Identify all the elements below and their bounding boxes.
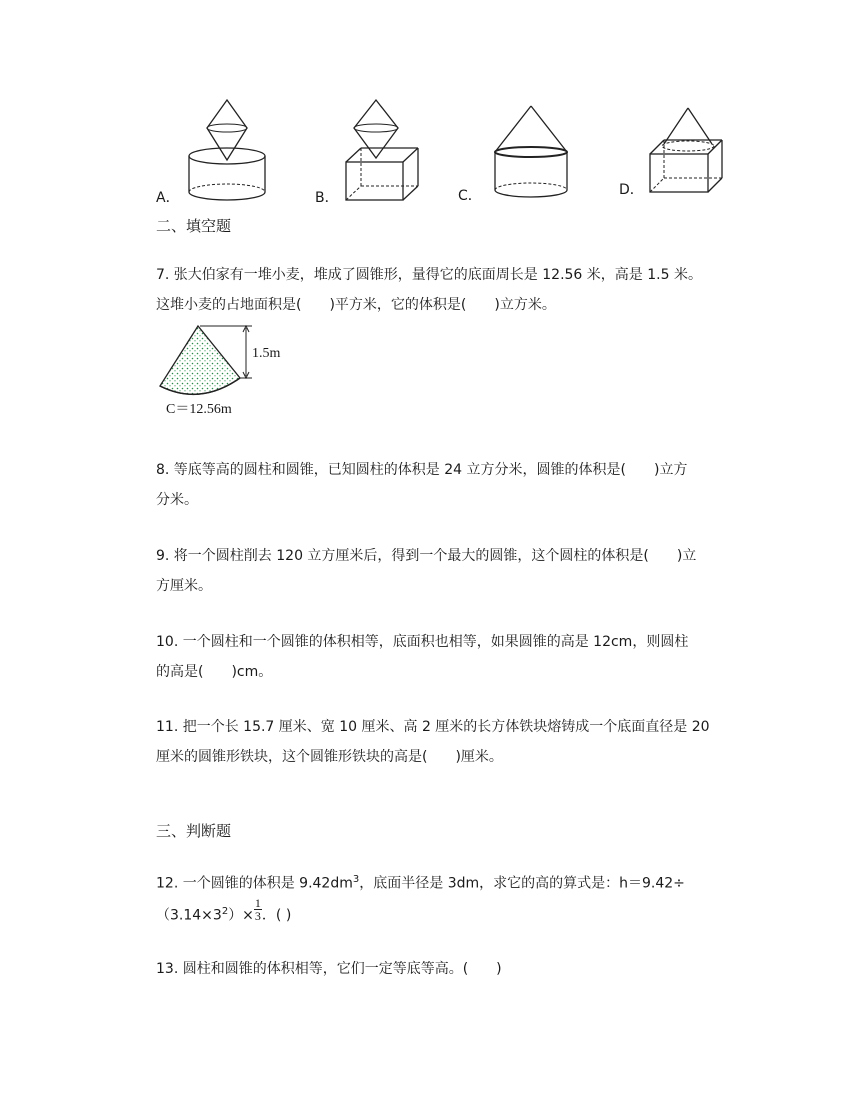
q10-line2: 的高是( )cm。 bbox=[156, 664, 273, 680]
section-title-fill-blank: 二、填空题 bbox=[156, 217, 232, 235]
q7-line1: 7. 张大伯家有一堆小麦，堆成了圆锥形，量得它的底面周长是 12.56 米，高是 1.5 米。 bbox=[156, 267, 702, 283]
option-d-figure bbox=[648, 106, 728, 198]
q12-text-c: （3.14×3 bbox=[156, 907, 222, 924]
q7-figure-height-label: 1.5m bbox=[252, 346, 281, 361]
q7-line2: 这堆小麦的占地面积是( )平方米，它的体积是( )立方米。 bbox=[156, 297, 556, 313]
q12-sup2: 2 bbox=[221, 906, 229, 917]
q7-figure-circumference-label: C＝12.56m bbox=[166, 402, 232, 417]
q13-line1: 13. 圆柱和圆锥的体积相等，它们一定等底等高。( ) bbox=[156, 961, 502, 977]
option-b-label[interactable]: B． bbox=[315, 190, 339, 206]
option-b-figure bbox=[343, 98, 423, 204]
q9-line2: 方厘米。 bbox=[156, 578, 212, 594]
q11-line2: 厘米的圆锥形铁块，这个圆锥形铁块的高是( )厘米。 bbox=[156, 749, 503, 765]
option-c-label[interactable]: C． bbox=[458, 188, 482, 204]
q12-fraction bbox=[254, 897, 262, 922]
q12-line1 bbox=[156, 870, 685, 894]
q12-fraction-numerator: 1 bbox=[254, 896, 261, 911]
q12-fraction-denominator: 3 bbox=[254, 909, 261, 924]
q12-text-a: 12. 一个圆锥的体积是 9.42dm bbox=[156, 875, 353, 892]
q12-sup3: 3 bbox=[352, 874, 360, 885]
option-a-figure bbox=[185, 98, 270, 204]
q11-line1: 11. 把一个长 15.7 厘米、宽 10 厘米、高 2 厘米的长方体铁块熔铸成一个底面直径是 20 bbox=[156, 719, 710, 735]
q8-line2: 分米。 bbox=[156, 492, 198, 508]
q9-line1: 9. 将一个圆柱削去 120 立方厘米后，得到一个最大的圆锥，这个圆柱的体积是( )立 bbox=[156, 548, 697, 564]
q10-line1: 10. 一个圆柱和一个圆锥的体积相等，底面积也相等，如果圆锥的高是 12cm，则圆柱 bbox=[156, 634, 689, 650]
q12-line2 bbox=[156, 896, 292, 928]
option-a-label[interactable]: A． bbox=[156, 190, 180, 206]
section-title-true-false: 三、判断题 bbox=[156, 822, 232, 840]
q12-text-e: ．( ) bbox=[261, 907, 292, 924]
q8-line1: 8. 等底等高的圆柱和圆锥，已知圆柱的体积是 24 立方分米，圆锥的体积是( )立方 bbox=[156, 462, 688, 478]
q12-text-b: ，底面半径是 3dm，求它的高的算式是：h＝9.42÷ bbox=[359, 875, 685, 892]
q12-text-d: ）× bbox=[228, 907, 254, 924]
option-d-label[interactable]: D． bbox=[619, 182, 644, 198]
option-c-figure bbox=[491, 104, 571, 200]
